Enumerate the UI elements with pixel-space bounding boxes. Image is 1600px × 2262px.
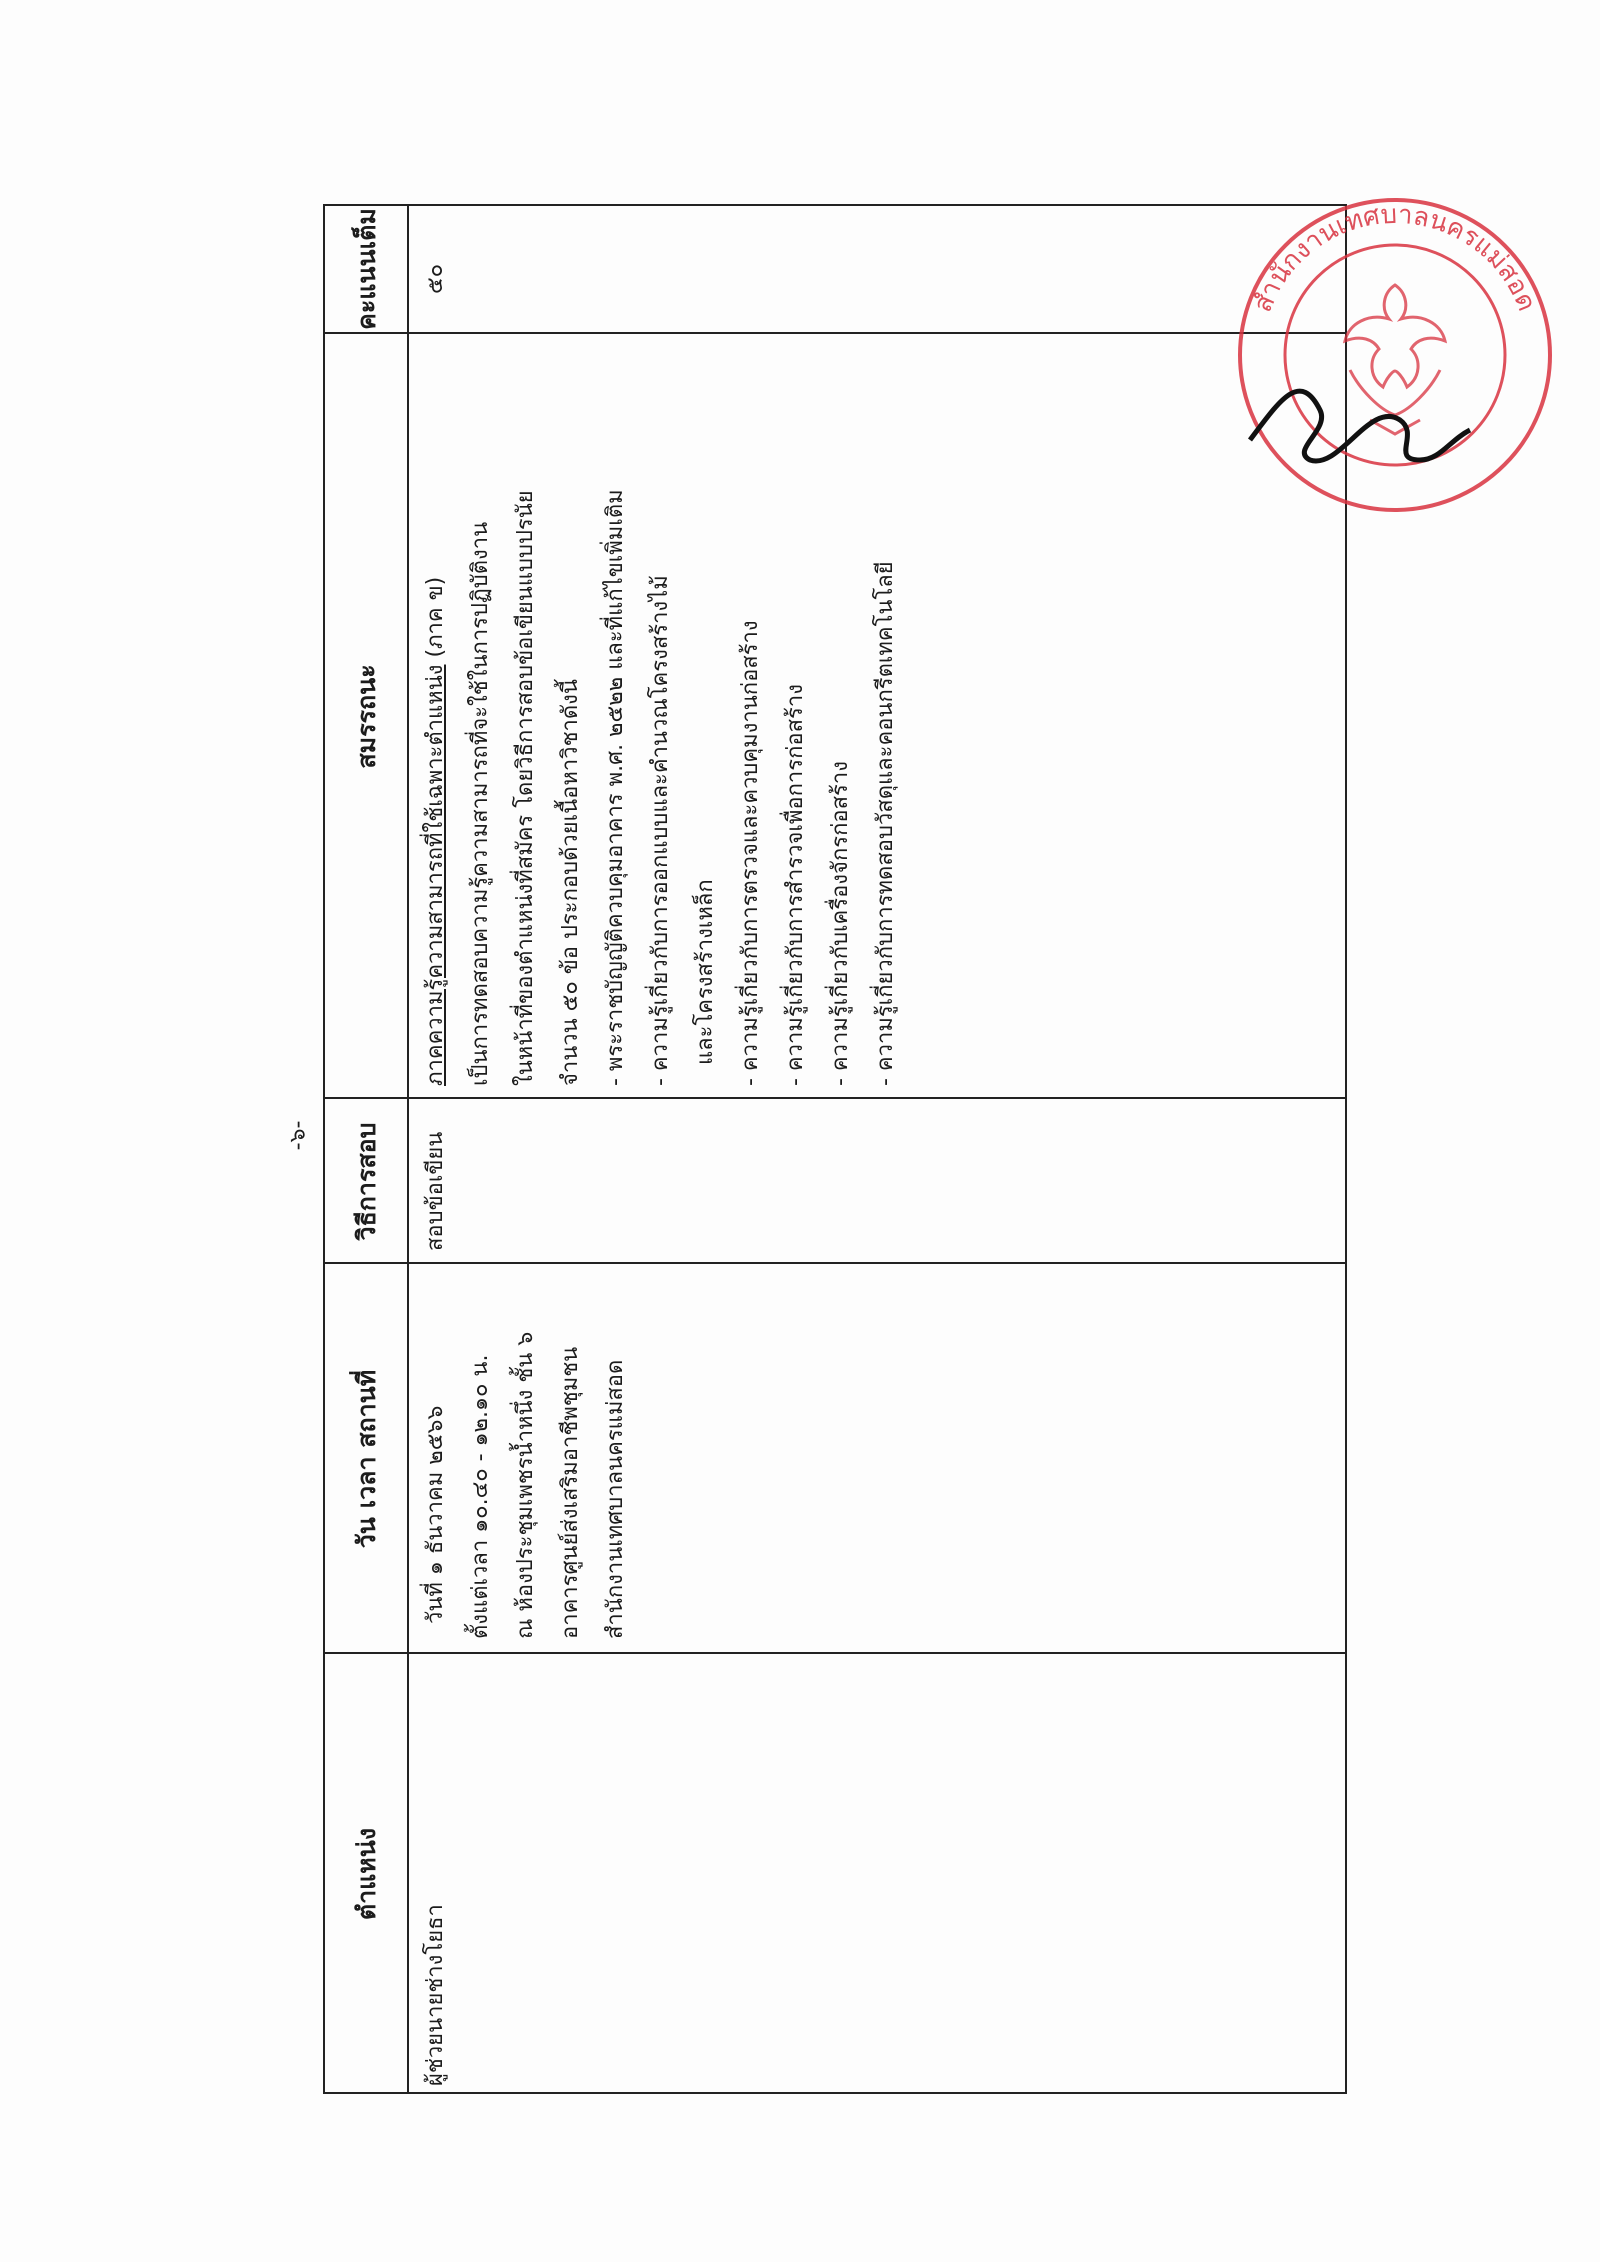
competency-line: - ความรู้เกี่ยวกับเครื่องจักรก่อสร้าง [828, 761, 853, 1086]
competency-line: และโครงสร้างเหล็ก [693, 879, 718, 1086]
table-border [323, 204, 1347, 2094]
svg-text:สำนักงานเทศบาลนครแม่สอด [1248, 200, 1542, 317]
column-divider [323, 332, 1347, 334]
column-divider [323, 1262, 1347, 1264]
schedule-line: ตั้งแต่เวลา ๑๐.๔๐ - ๑๒.๑๐ น. [468, 1354, 493, 1639]
competency-heading-text: ภาคความรู้ความสามารถที่ใช้เฉพาะตำแหน่ง [423, 664, 448, 1086]
competency-line: เป็นการทดสอบความรู้ความสามารถที่จะใช้ในการปฏิบัติงาน [468, 521, 493, 1086]
page-number: -๖- [285, 1120, 311, 1151]
method-cell: สอบข้อเขียน [423, 1131, 448, 1251]
position-cell: ผู้ช่วยนายช่างโยธา [423, 1904, 448, 2086]
header-competency: สมรรถนะ [352, 664, 381, 769]
schedule-line: วันที่ ๑ ธันวาคม ๒๕๖๖ [423, 1405, 448, 1624]
column-divider [323, 1652, 1347, 1654]
competency-line: - ความรู้เกี่ยวกับการทดสอบวัสดุและคอนกรีตเทคโนโลยี [873, 561, 898, 1086]
competency-heading-suffix: (ภาค ข) [423, 576, 448, 665]
competency-line: - ความรู้เกี่ยวกับการสำรวจเพื่อการก่อสร้าง [783, 684, 808, 1086]
exam-schedule-table [323, 204, 1347, 2094]
competency-line: - ความรู้เกี่ยวกับการออกแบบและคำนวณโครงสร้างไม้ [648, 575, 673, 1086]
column-divider [323, 1097, 1347, 1099]
schedule-line: สำนักงานเทศบาลนครแม่สอด [603, 1359, 628, 1639]
header-score: คะแนนเต็ม [352, 208, 381, 330]
official-seal [1230, 190, 1560, 520]
garuda-emblem [1345, 285, 1445, 434]
schedule-line: อาคารศูนย์ส่งเสริมอาชีพชุมชน [558, 1346, 583, 1639]
competency-line: - ความรู้เกี่ยวกับการตรวจและควบคุมงานก่อสร้าง [738, 620, 763, 1086]
competency-line: ในหน้าที่ของตำแหน่งที่สมัคร โดยวิธีการสอบข้อเขียนแบบปรนัย [513, 490, 538, 1086]
signature [1250, 391, 1470, 461]
competency-heading [413, 577, 458, 1086]
seal-ring-text: สำนักงานเทศบาลนครแม่สอด [1247, 199, 1542, 317]
header-divider [407, 204, 409, 2094]
header-position: ตำแหน่ง [352, 1827, 381, 1921]
header-method: วิธีการสอบ [352, 1122, 381, 1241]
schedule-line: ณ ห้องประชุมเพชรน้ำหนึ่ง ชั้น ๖ [513, 1331, 538, 1639]
header-schedule: วัน เวลา สถานที่ [352, 1369, 381, 1549]
competency-line: จำนวน ๕๐ ข้อ ประกอบด้วยเนื้อหาวิชาดังนี้ [558, 679, 583, 1086]
score-cell: ๕๐ [423, 263, 448, 294]
competency-line: - พระราชบัญญัติควบคุมอาคาร พ.ศ. ๒๕๒๒ และที่แก้ไขเพิ่มเติม [603, 489, 628, 1086]
